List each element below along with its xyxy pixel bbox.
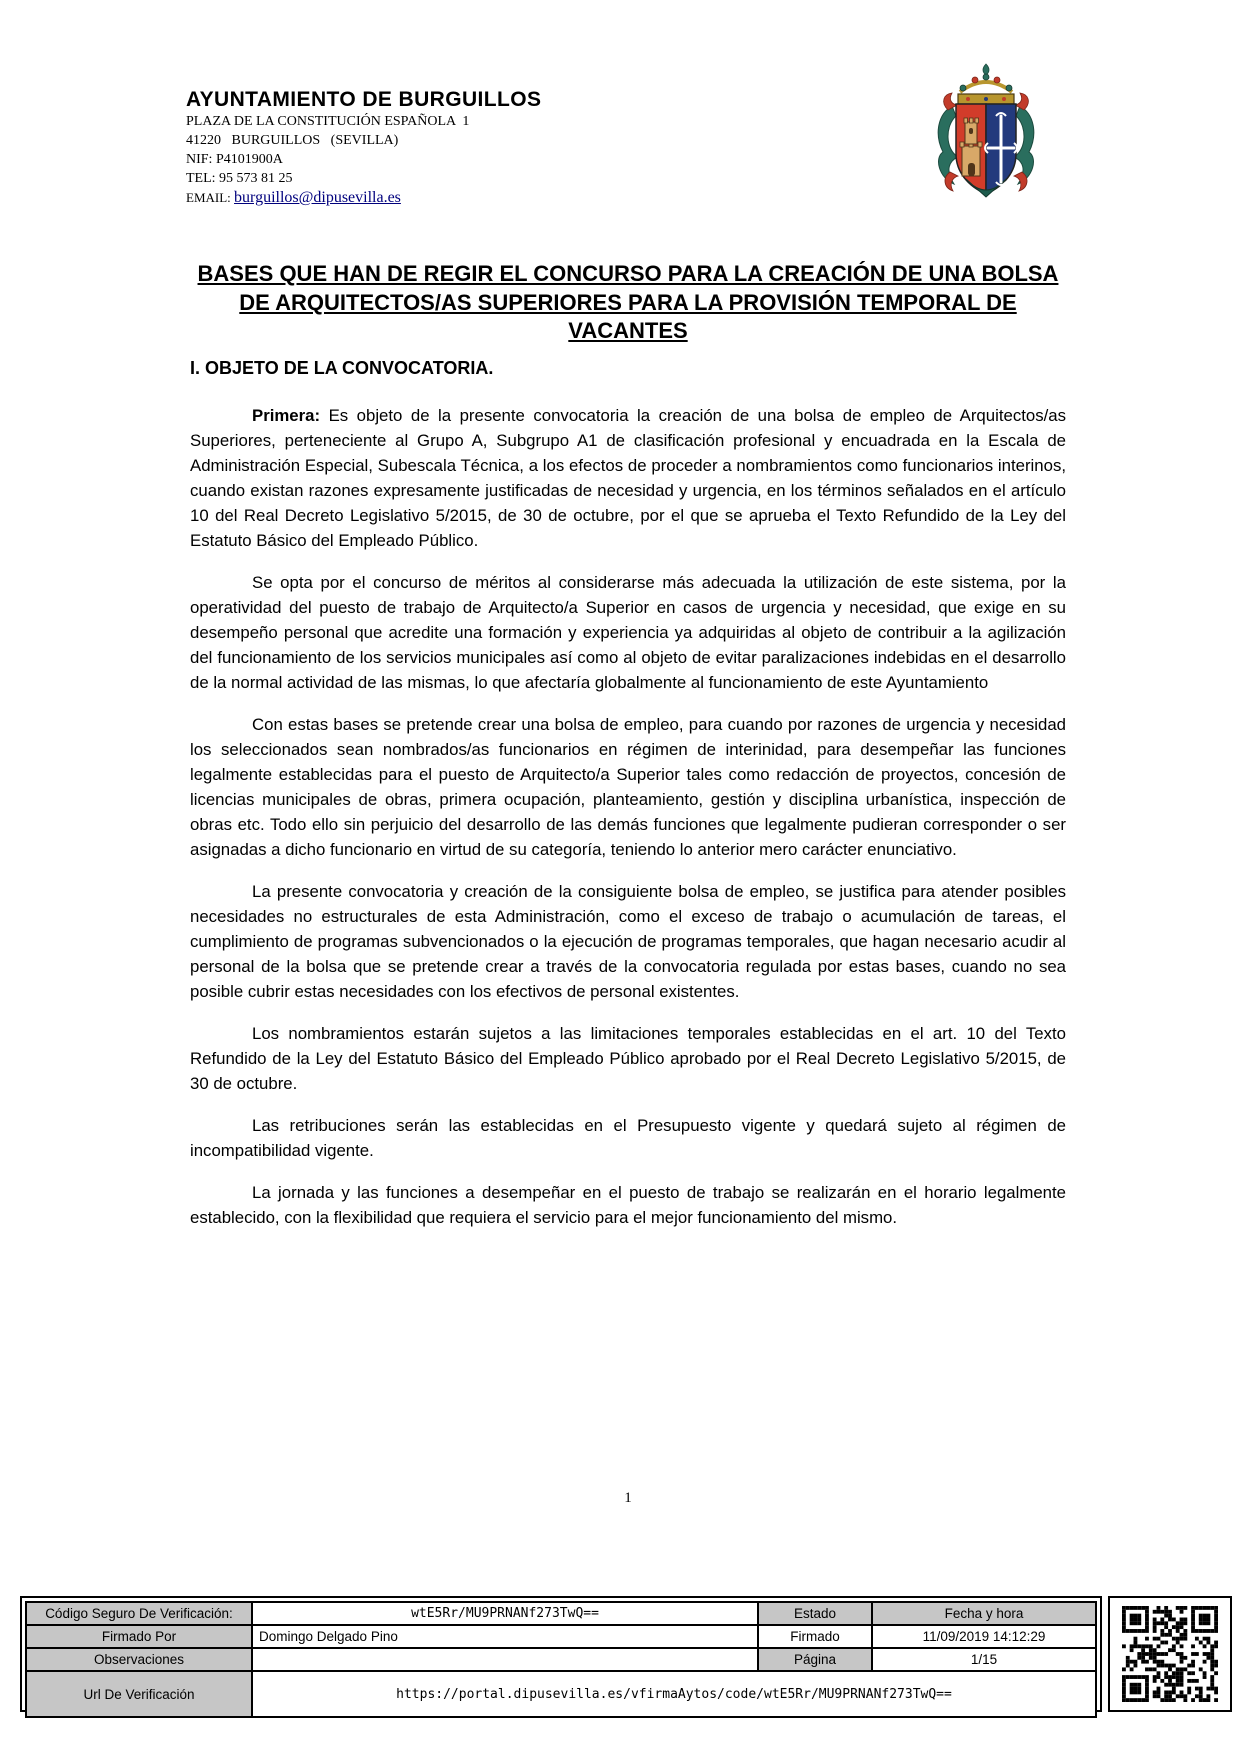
- qr-code-box: [1108, 1596, 1232, 1712]
- pagina-value-cell: 1/15: [872, 1648, 1096, 1671]
- fecha-value-cell: 11/09/2019 14:12:29: [872, 1625, 1096, 1648]
- paragraph-text: Se opta por el concurso de méritos al considerarse más adecuada la utilización de este sistema, por la operatividad del puesto de trabajo de Arquitecto/a Superior en casos de urgencia y necesidad, que exige en su desempeño personal que acredite una formación y experiencia ya adquiridas al objeto de contribuir a la agilización del funcionamiento de los servicios municipales así como al objeto de evitar paralizaciones indebidas en el desarrollo de la normal actividad de las mismas, lo que afectaría globalmente al funcionamiento de este Ayuntamiento: [190, 573, 1066, 692]
- url-value-cell: [252, 1671, 1096, 1717]
- paragraph: [190, 1021, 1066, 1096]
- paragraph-text: La presente convocatoria y creación de la consiguiente bolsa de empleo, se justifica para atender posibles necesidades no estructurales de esta Administración, como el exceso de trabajo o acumulación de tareas, el cumplimiento de programas subvencionados o la ejecución de programas temporales, que hagan necesario acudir al personal de la bolsa que se pretende crear a través de la convocatoria regulada por estas bases, cuando no sea posible cubrir estas necesidades con los efectivos de personal existentes.: [190, 882, 1066, 1001]
- csv-value-cell: wtE5Rr/MU9PRNANf273TwQ==: [252, 1602, 758, 1625]
- verification-table-frame: [20, 1596, 1102, 1712]
- paragraph-text: La jornada y las funciones a desempeñar en el puesto de trabajo se realizarán en el horario legalmente establecido, con la flexibilidad que requiera el servicio para el mejor funcionamiento del mismo.: [190, 1183, 1066, 1227]
- email-line: [186, 189, 541, 207]
- estado-header-cell: Estado: [758, 1602, 872, 1625]
- paragraph-lead: Primera:: [252, 406, 321, 425]
- paragraph: [190, 712, 1066, 862]
- page-number: 1: [624, 1490, 632, 1506]
- csv-label-cell: Código Seguro De Verificación:: [26, 1602, 252, 1625]
- paragraph: [190, 879, 1066, 1004]
- verification-table: [25, 1601, 1097, 1718]
- nif-line: NIF: P4101900A: [186, 152, 283, 167]
- paragraph: [190, 1180, 1066, 1230]
- municipal-coat-of-arms-icon: [930, 60, 1042, 211]
- fecha-header-cell: Fecha y hora: [872, 1602, 1096, 1625]
- estado-value-cell: Firmado: [758, 1625, 872, 1648]
- paragraph-text: Con estas bases se pretende crear una bolsa de empleo, para cuando por razones de urgencia y necesidad los seleccionados sean nombrados/as funcionarios en régimen de interinidad, para desempeñar las funciones legalmente establecidas para el puesto de Arquitecto/a Superior tales como redacción de proyectos, concesión de licencias municipales de obras, primera ocupación, planteamiento, gestión y disciplina urbanística, inspección de obras etc. Todo ello sin perjuicio del desarrollo de las demás funciones que legalmente pudieran corresponder o ser asignadas a dicho funcionario en virtud de su categoría, teniendo lo anterior mero carácter enunciativo.: [190, 715, 1066, 859]
- observaciones-label-cell: Observaciones: [26, 1648, 252, 1671]
- observaciones-value-cell: [252, 1648, 758, 1671]
- section-heading: I. OBJETO DE LA CONVOCATORIA.: [190, 358, 494, 378]
- address-line-1: PLAZA DE LA CONSTITUCIÓN ESPAÑOLA 1: [186, 114, 470, 129]
- qr-code-icon: [1122, 1606, 1218, 1702]
- paragraph: [190, 570, 1066, 695]
- email-link[interactable]: burguillos@dipusevilla.es: [234, 189, 401, 206]
- document-title: BASES QUE HAN DE REGIR EL CONCURSO PARA LA CREACIÓN DE UNA BOLSA DE ARQUITECTOS/AS SUPERIORES PARA LA PROVISIÓN TEMPORAL DE VACANTES: [197, 261, 1059, 343]
- organization-name: AYUNTAMIENTO DE BURGUILLOS: [186, 88, 542, 111]
- letterhead: [186, 88, 541, 207]
- document-body: [190, 403, 1066, 1247]
- firmado-por-value-cell: Domingo Delgado Pino: [252, 1625, 758, 1648]
- verification-url-link[interactable]: https://portal.dipusevilla.es/vfirmaAytos/code/wtE5Rr/MU9PRNANf273TwQ==: [396, 1686, 952, 1702]
- paragraph-text: Los nombramientos estarán sujetos a las limitaciones temporales establecidas en el art. 10 del Texto Refundido de la Ley del Estatuto Básico del Empleado Público aprobado por el Real Decreto Legislativo 5/2015, de 30 de octubre.: [190, 1024, 1066, 1093]
- url-label-cell: Url De Verificación: [26, 1671, 252, 1717]
- pagina-label-cell: Página: [758, 1648, 872, 1671]
- paragraph: [190, 403, 1066, 553]
- email-label: EMAIL:: [186, 190, 231, 205]
- paragraph: [190, 1113, 1066, 1163]
- tel-line: TEL: 95 573 81 25: [186, 171, 293, 186]
- address-line-2: 41220 BURGUILLOS (SEVILLA): [186, 133, 399, 148]
- paragraph-text: Es objeto de la presente convocatoria la creación de una bolsa de empleo de Arquitectos/as Superiores, perteneciente al Grupo A, Subgrupo A1 de clasificación profesional y encuadrada en la Escala de Administración Especial, Subescala Técnica, a los efectos de proceder a nombramientos como funcionarios interinos, cuando existan razones expresamente justificadas de necesidad y urgencia, en los términos señalados en el artículo 10 del Real Decreto Legislativo 5/2015, de 30 de octubre, por el que se aprueba el Texto Refundido de la Ley del Estatuto Básico del Empleado Público.: [190, 406, 1066, 550]
- firmado-por-label-cell: Firmado Por: [26, 1625, 252, 1648]
- paragraph-text: Las retribuciones serán las establecidas en el Presupuesto vigente y quedará sujeto al régimen de incompatibilidad vigente.: [190, 1116, 1066, 1160]
